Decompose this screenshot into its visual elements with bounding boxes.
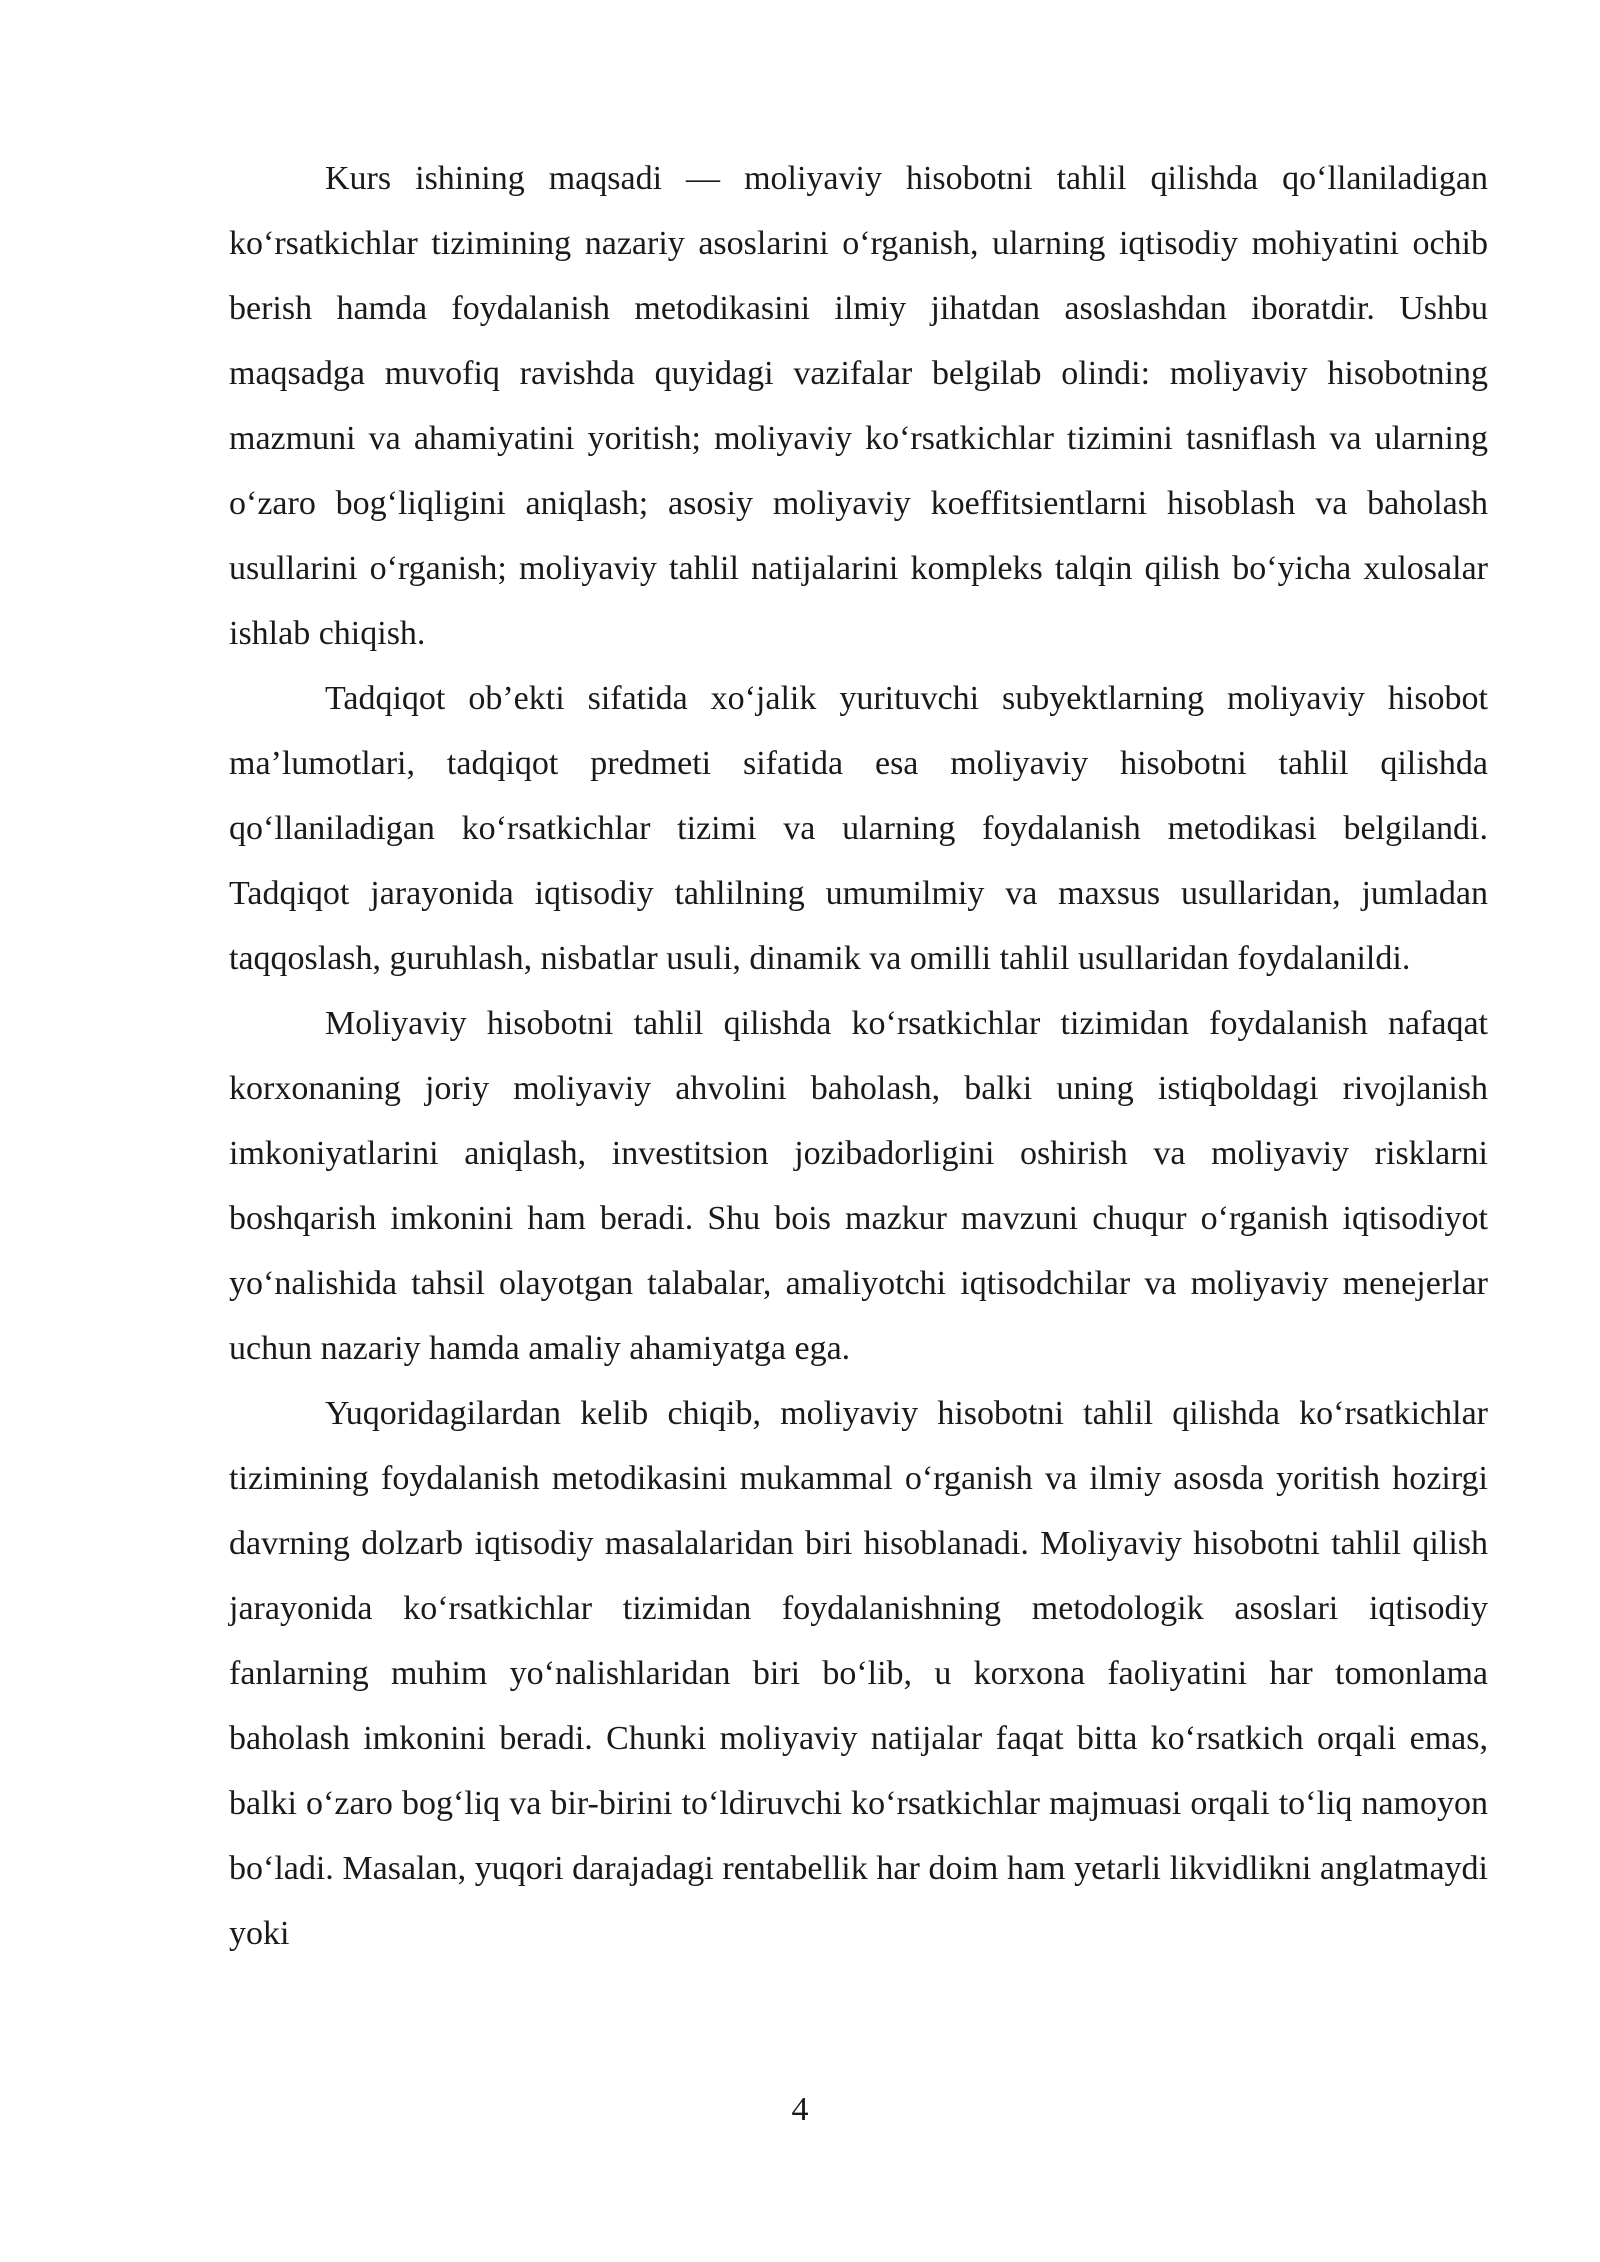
paragraph-2: Tadqiqot ob’ekti sifatida xo‘jalik yurituvchi subyektlarning moliyaviy hisobot ma’lumotlari, tadqiqot predmeti sifatida esa moliyaviy hisobotni tahlil qilishda qo‘llaniladigan ko‘rsatkichlar tizimi va ularning foydalanish metodikasi belgilandi. Tadqiqot jarayonida iqtisodiy tahlilning umumilmiy va maxsus usullaridan, jumladan taqqoslash, guruhlash, nisbatlar usuli, dinamik va omilli tahlil usullaridan foydalanildi.: [229, 680, 1488, 977]
paragraph-1: Kurs ishining maqsadi — moliyaviy hisobotni tahlil qilishda qo‘llaniladigan ko‘rsatkichlar tizimining nazariy asoslarini o‘rganish, ularning iqtisodiy mohiyatini ochib berish hamda foydalanish metodikasini ilmiy jihatdan asoslashdan iboratdir. Ushbu maqsadga muvofiq ravishda quyidagi vazifalar belgilab olindi: moliyaviy hisobotning mazmuni va ahamiyatini yoritish; moliyaviy ko‘rsatkichlar tizimini tasniflash va ularning o‘zaro bog‘liqligini aniqlash; asosiy moliyaviy koeffitsientlarni hisoblash va baholash usullarini o‘rganish; moliyaviy tahlil natijalarini kompleks talqin qilish bo‘yicha xulosalar ishlab chiqish.: [229, 160, 1488, 652]
page-number: 4: [791, 2091, 809, 2128]
paragraph-4: Yuqoridagilardan kelib chiqib, moliyaviy hisobotni tahlil qilishda ko‘rsatkichlar tizimining foydalanish metodikasini mukammal o‘rganish va ilmiy asosda yoritish hozirgi davrning dolzarb iqtisodiy masalalaridan biri hisoblanadi. Moliyaviy hisobotni tahlil qilish jarayonida ko‘rsatkichlar tizimidan foydalanishning metodologik asoslari iqtisodiy fanlarning muhim yo‘nalishlaridan biri bo‘lib, u korxona faoliyatini har tomonlama baholash imkonini beradi. Chunki moliyaviy natijalar faqat bitta ko‘rsatkich orqali emas, balki o‘zaro bog‘liq va bir-birini to‘ldiruvchi ko‘rsatkichlar majmuasi orqali to‘liq namoyon bo‘ladi. Masalan, yuqori darajadagi rentabellik har doim ham yetarli likvidlikni anglatmaydi yoki: [229, 1395, 1488, 1952]
paragraph-3: Moliyaviy hisobotni tahlil qilishda ko‘rsatkichlar tizimidan foydalanish nafaqat korxonaning joriy moliyaviy ahvolini baholash, balki uning istiqboldagi rivojlanish imkoniyatlarini aniqlash, investitsion jozibadorligini oshirish va moliyaviy risklarni boshqarish imkonini ham beradi. Shu bois mazkur mavzuni chuqur o‘rganish iqtisodiyot yo‘nalishida tahsil olayotgan talabalar, amaliyotchi iqtisodchilar va moliyaviy menejerlar uchun nazariy hamda amaliy ahamiyatga ega.: [229, 1005, 1488, 1367]
body-text: [229, 146, 1488, 1966]
